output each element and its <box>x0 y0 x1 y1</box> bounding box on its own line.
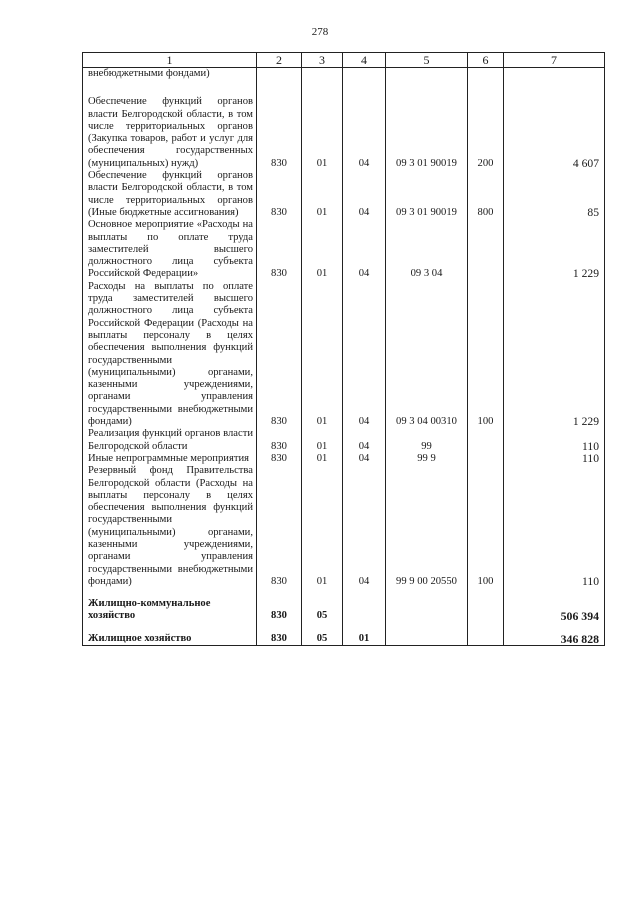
row-amount: 346 828 <box>504 633 605 646</box>
budget-table <box>82 52 605 646</box>
row-section: 01 <box>302 281 343 429</box>
row-expense-type <box>468 219 504 280</box>
row-ministry: 830 <box>257 428 302 453</box>
row-amount: 85 <box>504 170 605 219</box>
table-row <box>83 428 605 453</box>
header-col-3: 3 <box>302 53 343 68</box>
row-section: 01 <box>302 219 343 280</box>
row-amount: 110 <box>504 453 605 465</box>
row-name: Обеспечение функций органов власти Белгородской области, в том числе территориальных органов (Закупка товаров, работ и услуг для обеспечения государственных (муниципальных) нужд) <box>83 96 257 170</box>
table-row <box>83 219 605 280</box>
continuation-row <box>83 68 605 81</box>
row-expense-type: 800 <box>468 170 504 219</box>
row-expense-type <box>468 428 504 453</box>
row-name: Реализация функций органов власти Белгородской области <box>83 428 257 453</box>
row-subsection <box>343 598 386 623</box>
row-name: Основное мероприятие «Расходы на выплаты по оплате труда заместителей высшего должностного лица субъекта Российской Федерации» <box>83 219 257 280</box>
row-subsection: 04 <box>343 219 386 280</box>
row-expense-type <box>468 453 504 465</box>
row-ministry: 830 <box>257 281 302 429</box>
row-subsection: 04 <box>343 465 386 588</box>
header-col-6: 6 <box>468 53 504 68</box>
row-target-article: 09 3 01 90019 <box>386 170 468 219</box>
row-ministry: 830 <box>257 453 302 465</box>
row-name: Иные непрограммные мероприятия <box>83 453 257 465</box>
row-expense-type <box>468 598 504 623</box>
row-expense-type: 100 <box>468 281 504 429</box>
table-row <box>83 453 605 465</box>
row-subsection: 01 <box>343 633 386 646</box>
row-amount: 4 607 <box>504 96 605 170</box>
row-subsection: 04 <box>343 170 386 219</box>
row-section: 01 <box>302 170 343 219</box>
row-expense-type <box>468 633 504 646</box>
row-target-article: 09 3 01 90019 <box>386 96 468 170</box>
table-row <box>83 96 605 170</box>
row-target-article <box>386 633 468 646</box>
row-amount: 1 229 <box>504 219 605 280</box>
row-amount: 110 <box>504 465 605 588</box>
row-ministry: 830 <box>257 219 302 280</box>
header-col-7: 7 <box>504 53 605 68</box>
row-target-article: 99 9 00 20550 <box>386 465 468 588</box>
row-section: 01 <box>302 465 343 588</box>
header-col-1: 1 <box>83 53 257 68</box>
row-name: Жилищное хозяйство <box>83 633 257 646</box>
row-target-article: 99 9 <box>386 453 468 465</box>
row-ministry: 830 <box>257 96 302 170</box>
row-amount: 1 229 <box>504 281 605 429</box>
row-target-article: 99 <box>386 428 468 453</box>
row-section: 01 <box>302 428 343 453</box>
row-ministry: 830 <box>257 465 302 588</box>
row-name: Расходы на выплаты по оплате труда заместителей высшего должностного лица субъекта Российской Федерации (Расходы на выплаты персоналу в целях обеспечения выполнения функций государственными (муниципальными) органами, казенными учреждениями, органами управления государственными внебюджетными фондами) <box>83 281 257 429</box>
page-number: 278 <box>311 26 329 38</box>
row-target-article: 09 3 04 00310 <box>386 281 468 429</box>
row-subsection: 04 <box>343 281 386 429</box>
header-col-4: 4 <box>343 53 386 68</box>
row-target-article <box>386 598 468 623</box>
row-expense-type: 200 <box>468 96 504 170</box>
table-row <box>83 281 605 429</box>
header-col-5: 5 <box>386 53 468 68</box>
row-name: Резервный фонд Правительства Белгородской области (Расходы на выплаты персоналу в целях обеспечения выполнения функций государственными (муниципальными) органами, казенными учреждениями, органами управления государственными внебюджетными фондами) <box>83 465 257 588</box>
row-section: 05 <box>302 598 343 623</box>
continuation-text: внебюджетными фондами) <box>83 68 257 81</box>
row-ministry: 830 <box>257 633 302 646</box>
row-section: 05 <box>302 633 343 646</box>
row-ministry: 830 <box>257 598 302 623</box>
row-name: Обеспечение функций органов власти Белгородской области, в том числе территориальных органов (Иные бюджетные ассигнования) <box>83 170 257 219</box>
row-target-article: 09 3 04 <box>386 219 468 280</box>
table-row <box>83 598 605 623</box>
table-row <box>83 633 605 646</box>
table-row <box>83 170 605 219</box>
row-section: 01 <box>302 96 343 170</box>
row-section: 01 <box>302 453 343 465</box>
row-subsection: 04 <box>343 453 386 465</box>
row-amount: 506 394 <box>504 598 605 623</box>
row-name: Жилищно-коммунальное хозяйство <box>83 598 257 623</box>
row-subsection: 04 <box>343 96 386 170</box>
row-subsection: 04 <box>343 428 386 453</box>
row-ministry: 830 <box>257 170 302 219</box>
table-row <box>83 465 605 588</box>
row-amount: 110 <box>504 428 605 453</box>
header-row <box>83 53 605 68</box>
row-expense-type: 100 <box>468 465 504 588</box>
header-col-2: 2 <box>257 53 302 68</box>
